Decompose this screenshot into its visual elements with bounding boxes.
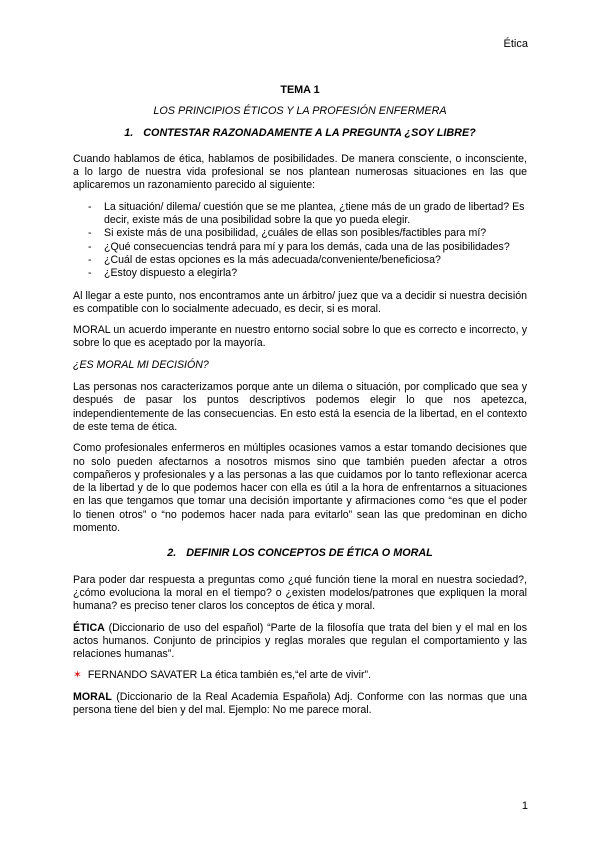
section-1-intro: Cuando hablamos de ética, hablamos de posibilidades. De manera consciente, o inconsciente, a lo largo de nuestra vida profesional se nos plantean numerosas situaciones en las que aplicaremos un razonamiento parecido al siguiente: [73,152,527,192]
list-item: - ¿Estoy dispuesto a elegirla? [73,267,527,280]
list-item: - La situación/ dilema/ cuestión que se me plantea, ¿tiene más de un grado de libertad? Es decir, existe más de una posibilidad sobre la que yo pueda elegir. [73,201,527,228]
etica-term: ÉTICA [73,621,105,634]
section-2-heading [73,547,527,560]
etica-definition [73,622,527,662]
list-item: - Si existe más de una posibilidad, ¿cuáles de ellas son posibles/factibles para mí? [73,227,527,240]
section-1-number: 1. [124,126,134,139]
moral-term: MORAL [73,690,112,703]
list-item: - ¿Qué consecuencias tendrá para mí y para los demás, cada una de las posibilidades? [73,241,527,254]
moral-text: (Diccionario de la Real Academia Española) Adj. Conforme con las normas que una persona tiene del bien y del mal. Ejemplo: No me parece moral. [73,690,527,716]
moral-decision-heading: ¿ES MORAL MI DECISIÓN? [73,358,209,371]
section-2-number: 2. [167,547,177,560]
section-1-heading-text: CONTESTAR RAZONADAMENTE A LA PREGUNTA ¿SOY LIBRE? [143,126,476,139]
moral-definition-paragraph: MORAL un acuerdo imperante en nuestro entorno social sobre lo que es correcto e incorrecto, y sobre lo que es aceptado por la mayoría. [73,324,527,350]
section-1-heading [73,127,527,140]
document-body [73,84,527,725]
list-item: - ¿Cuál de estas opciones es la más adecuada/conveniente/beneficiosa? [73,254,527,267]
reasoning-questions-list [73,201,527,281]
header-subject: Ética [503,38,528,50]
star-icon: ✶ [73,669,82,682]
page-number: 1 [521,800,528,812]
document-subtitle: LOS PRINCIPIOS ÉTICOS Y LA PROFESIÓN ENFERMERA [153,105,447,118]
savater-text: FERNANDO SAVATER La ética también es,“el arte de vivir”. [84,669,372,682]
etica-text: (Diccionario de uso del español) “Parte de la filosofía que trata del bien y el mal en los actos humanos. Conjunto de principios y reglas morales que regulan el comportamiento y las relaciones humanas”. [73,621,527,661]
moral-definition [73,691,527,718]
arbiter-paragraph: Al llegar a este punto, nos encontramos ante un árbitro/ juez que va a decidir si nuestra decisión es compatible con lo socialmente adecuado, es decir, si es moral. [73,289,527,315]
professionals-paragraph: Como profesionales enfermeros en múltiples ocasiones vamos a estar tomando decisiones que no solo pueden afectarnos a nosotros mismos sino que también pueden afectar a otros compañeros y profesionales y a las personas a las que cuidamos por lo tanto reflexionar acerca de la libertad y de lo que podemos hacer con ella es útil a la hora de enfrentarnos a situaciones en las que tengamos que tomar una decisión importante y afirmaciones como “es que el poder lo tienen otros” o “no podemos hacer nada para evitarlo” sean las que predominan en dicho momento. [73,442,527,535]
people-paragraph: Las personas nos caracterizamos porque ante un dilema o situación, por complicado que sea y después de pasar los puntos descriptivos podemos elegir lo que nos apetezca, independientemente de las consecuencias. En esto está la esencia de la libertad, en el contexto de este tema de ética. [73,381,527,433]
document-title: TEMA 1 [280,84,320,96]
section-2-heading-text: DEFINIR LOS CONCEPTOS DE ÉTICA O MORAL [186,547,433,560]
section-2-intro: Para poder dar respuesta a preguntas como ¿qué función tiene la moral en nuestra sociedad?, ¿cómo evoluciona la moral en el tiempo? o ¿existen modelos/patrones que expliquen la moral humana? es preciso tener claros los conceptos de ética y moral. [73,573,527,613]
savater-quote [73,669,527,682]
